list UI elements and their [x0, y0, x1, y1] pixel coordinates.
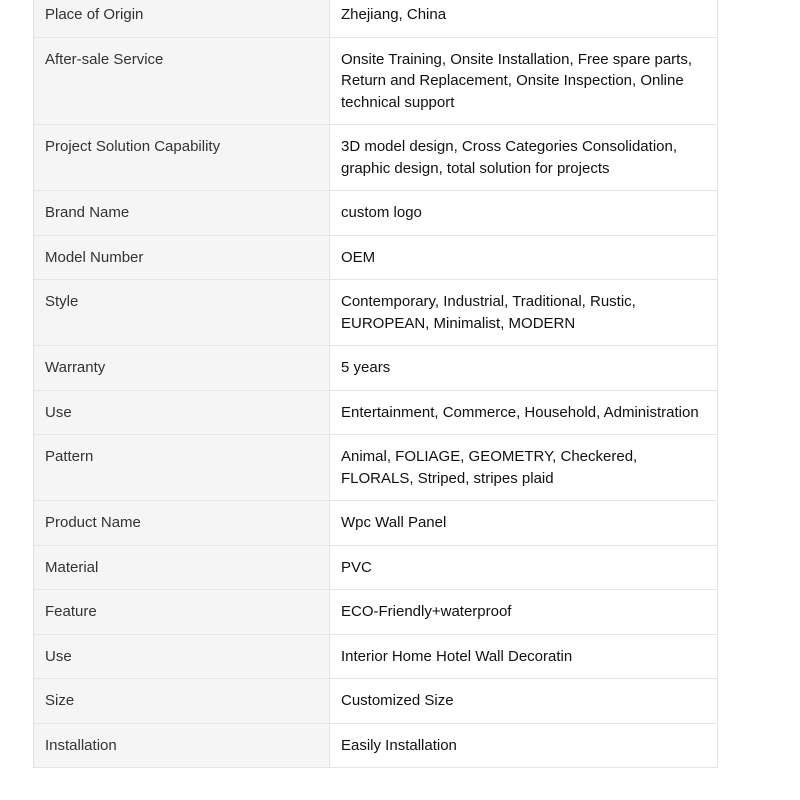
- spec-label: Product Name: [34, 501, 330, 546]
- spec-label: After-sale Service: [34, 37, 330, 125]
- spec-label: Use: [34, 634, 330, 679]
- spec-value: PVC: [330, 545, 718, 590]
- table-row: [34, 723, 718, 768]
- table-row: [34, 280, 718, 346]
- spec-value: Interior Home Hotel Wall Decoratin: [330, 634, 718, 679]
- spec-label: Place of Origin: [34, 0, 330, 37]
- spec-label: Model Number: [34, 235, 330, 280]
- spec-value: 5 years: [330, 346, 718, 391]
- spec-label: Material: [34, 545, 330, 590]
- table-row: [34, 590, 718, 635]
- spec-label: Brand Name: [34, 191, 330, 236]
- spec-value: Customized Size: [330, 679, 718, 724]
- spec-value: ECO-Friendly+waterproof: [330, 590, 718, 635]
- spec-value: Contemporary, Industrial, Traditional, Rustic, EUROPEAN, Minimalist, MODERN: [330, 280, 718, 346]
- spec-value: custom logo: [330, 191, 718, 236]
- spec-value: Entertainment, Commerce, Household, Administration: [330, 390, 718, 435]
- spec-value: 3D model design, Cross Categories Consolidation, graphic design, total solution for projects: [330, 125, 718, 191]
- table-row: [34, 0, 718, 37]
- table-row: [34, 37, 718, 125]
- table-row: [34, 346, 718, 391]
- spec-value: Animal, FOLIAGE, GEOMETRY, Checkered, FLORALS, Striped, stripes plaid: [330, 435, 718, 501]
- table-row: [34, 191, 718, 236]
- spec-value: Easily Installation: [330, 723, 718, 768]
- table-row: [34, 545, 718, 590]
- table-row: [34, 125, 718, 191]
- product-specifications-table: [33, 0, 718, 768]
- spec-table-body: [34, 0, 718, 768]
- table-row: [34, 390, 718, 435]
- spec-label: Warranty: [34, 346, 330, 391]
- table-row: [34, 634, 718, 679]
- table-row: [34, 435, 718, 501]
- spec-value: OEM: [330, 235, 718, 280]
- spec-label: Pattern: [34, 435, 330, 501]
- spec-label: Feature: [34, 590, 330, 635]
- table-row: [34, 679, 718, 724]
- spec-label: Use: [34, 390, 330, 435]
- spec-value: Wpc Wall Panel: [330, 501, 718, 546]
- spec-label: Size: [34, 679, 330, 724]
- table-row: [34, 235, 718, 280]
- spec-label: Project Solution Capability: [34, 125, 330, 191]
- spec-value: Zhejiang, China: [330, 0, 718, 37]
- spec-value: Onsite Training, Onsite Installation, Free spare parts, Return and Replacement, Onsite Inspection, Online technical support: [330, 37, 718, 125]
- table-row: [34, 501, 718, 546]
- spec-label: Style: [34, 280, 330, 346]
- spec-label: Installation: [34, 723, 330, 768]
